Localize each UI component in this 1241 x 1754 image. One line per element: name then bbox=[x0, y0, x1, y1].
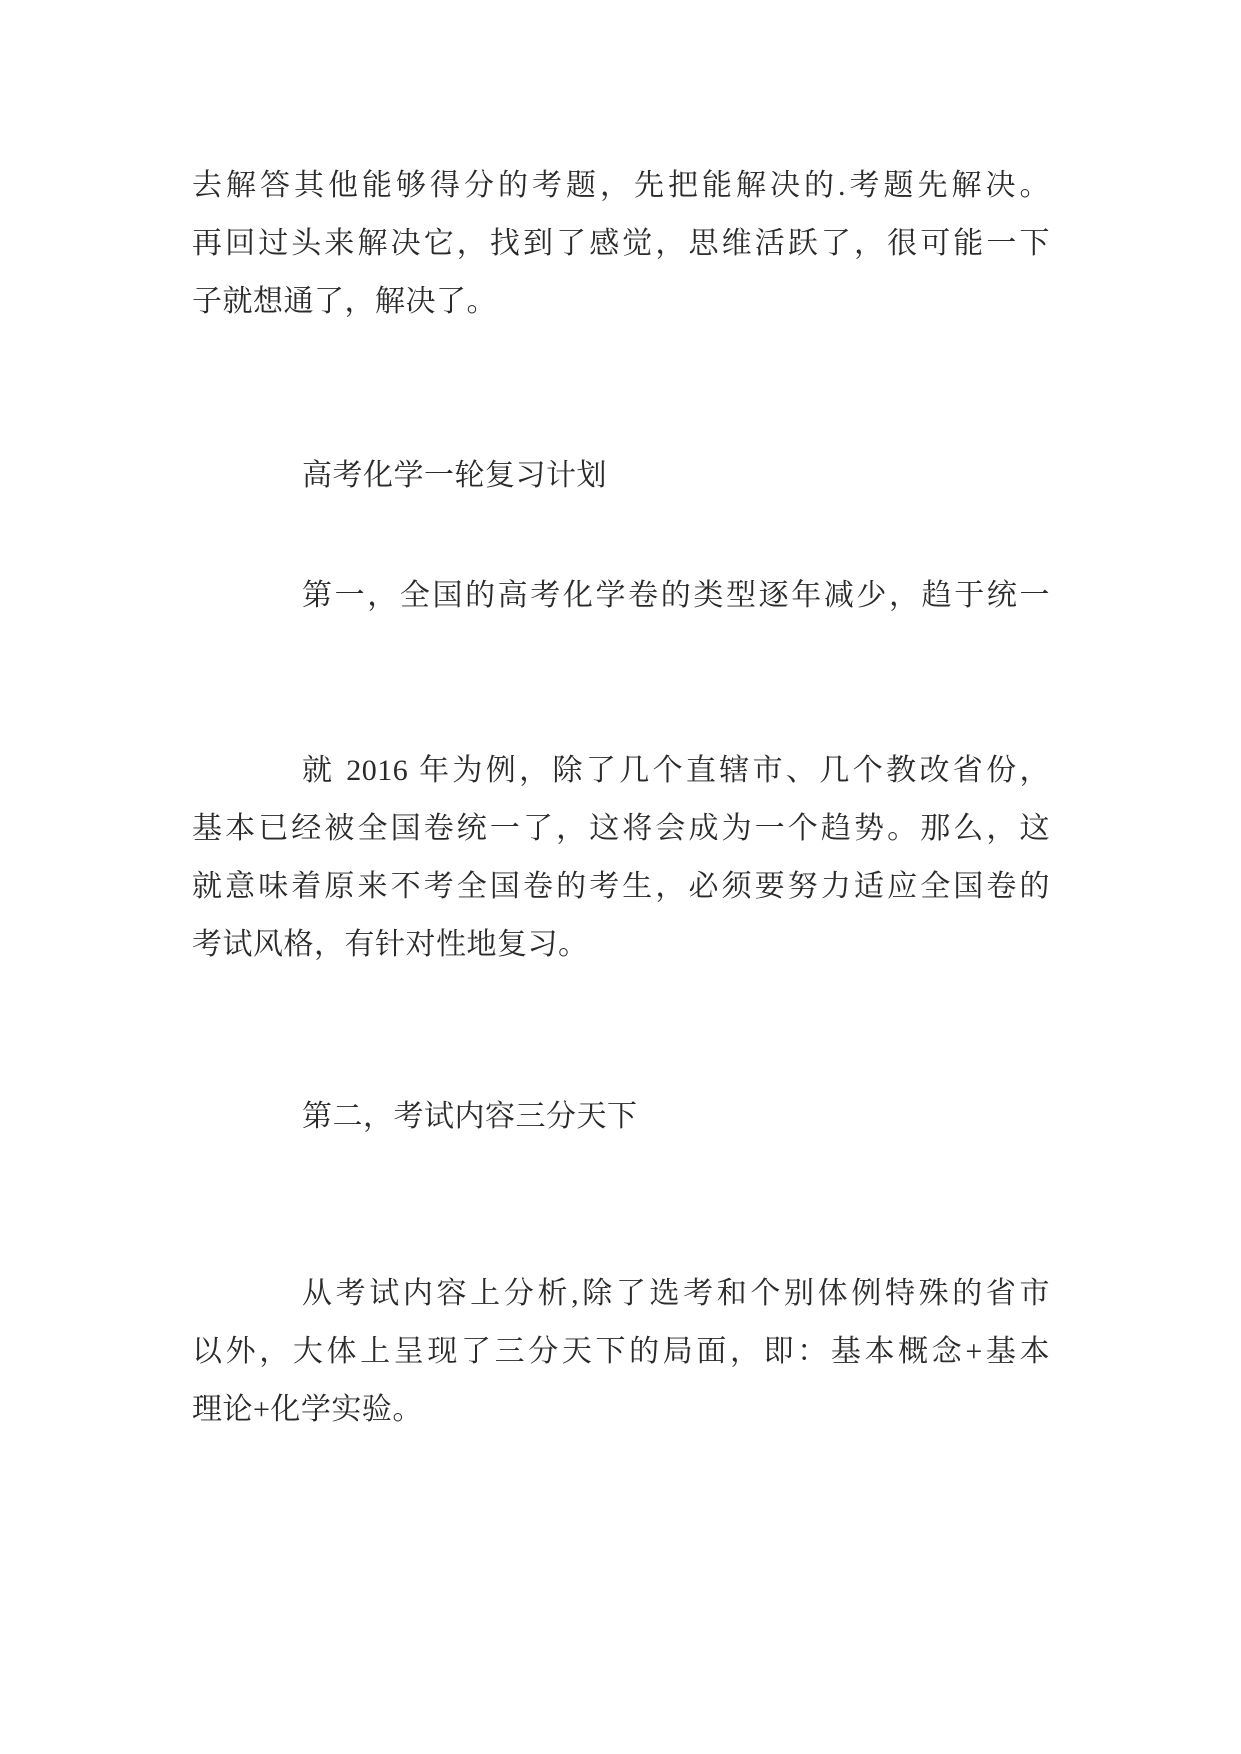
document-content bbox=[192, 157, 1050, 1439]
paragraph-3 bbox=[192, 1265, 1050, 1439]
document-title: 高考化学一轮复习计划 bbox=[302, 459, 607, 492]
section-2-heading-block bbox=[192, 1088, 1050, 1146]
body-text-line: 基本已经被全国卷统一了，这将会成为一个趋势。那么，这 bbox=[192, 812, 1050, 845]
body-text-line: 理论+化学实验。 bbox=[192, 1393, 423, 1426]
body-text-line: 再回过头来解决它，找到了感觉，思维活跃了，很可能一下 bbox=[192, 227, 1050, 260]
body-text-line: 以外，大体上呈现了三分天下的局面，即：基本概念+基本 bbox=[192, 1335, 1050, 1368]
body-text-line: 从考试内容上分析,除了选考和个别体例特殊的省市 bbox=[302, 1277, 1050, 1310]
section-2-title: 第二，考试内容三分天下 bbox=[302, 1100, 638, 1133]
body-text-line: 去解答其他能够得分的考题，先把能解决的.考题先解决。 bbox=[192, 169, 1050, 202]
body-text-line: 就意味着原来不考全国卷的考生，必须要努力适应全国卷的 bbox=[192, 870, 1050, 903]
body-text-line: 就 2016 年为例，除了几个直辖市、几个教改省份， bbox=[302, 754, 1050, 787]
paragraph-continuation bbox=[192, 157, 1050, 331]
paragraph-2 bbox=[192, 742, 1050, 974]
section-1-title: 第一，全国的高考化学卷的类型逐年减少，趋于统一 bbox=[302, 579, 1050, 612]
document-heading-block bbox=[192, 447, 1050, 505]
body-text-line: 子就想通了，解决了。 bbox=[192, 285, 497, 318]
section-1-heading-block bbox=[192, 567, 1050, 625]
body-text-line: 考试风格，有针对性地复习。 bbox=[192, 928, 589, 961]
